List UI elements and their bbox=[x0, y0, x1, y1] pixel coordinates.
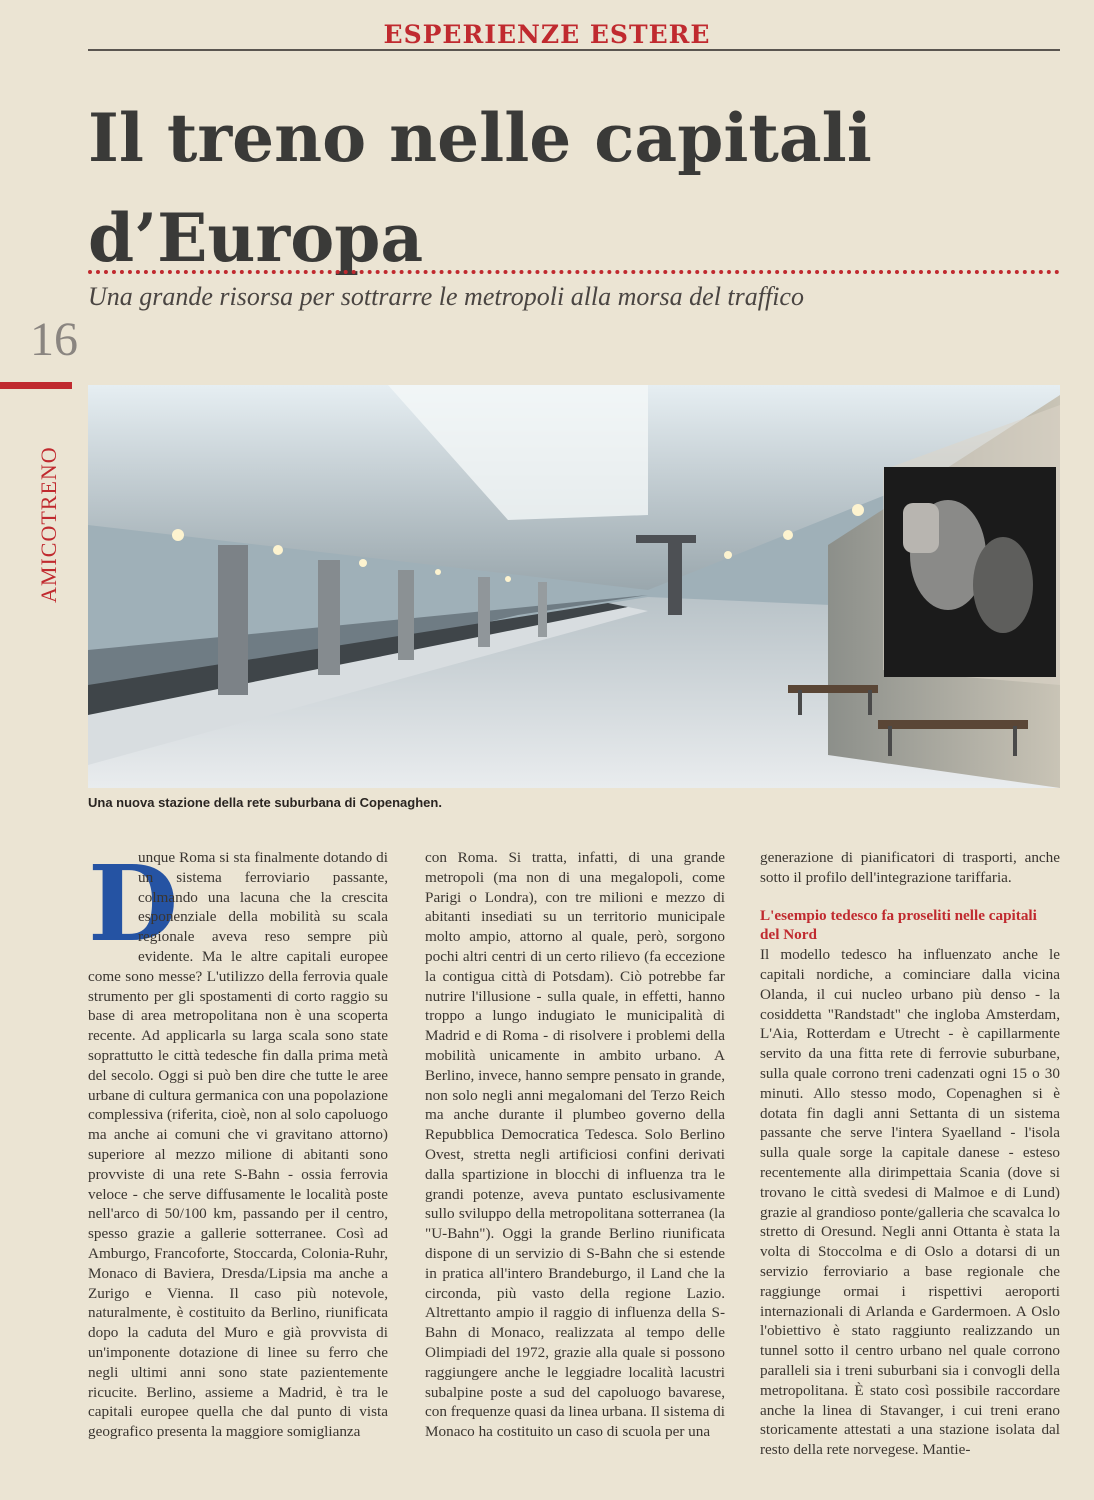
sidebar-label: AMICOTRENO bbox=[36, 446, 61, 603]
sidebar-label-wrap bbox=[36, 433, 76, 603]
drop-cap: D bbox=[88, 842, 179, 965]
dotted-divider bbox=[88, 270, 1060, 274]
sidebar-accent-bar bbox=[0, 382, 72, 389]
title-line-1: Il treno nelle capitali bbox=[88, 99, 872, 177]
photo-caption: Una nuova stazione della rete suburbana di Copenaghen. bbox=[88, 795, 442, 810]
text-column-3 bbox=[760, 848, 1060, 1460]
column-2-text: con Roma. Si tratta, infatti, di una grande metropoli (ma non di una megalopoli, come Parigi o Londra), con tre milioni e mezzo di abitanti insediati su un territorio municipale molto ampio, attorno al quale, però, sorgono pochi altri centri di un certo rilievo (fa eccezione la contigua città di Potsdam). Ciò potrebbe far nutrire l'illusione - sulla quale, in effetti, hanno troppo a lungo indugiato le municipalità di Madrid e di Roma - di risolvere i problemi della mobilità unicamente in ambito urbano. A Berlino, invece, hanno sempre pensato in grande, non solo negli anni megalomani del Terzo Reich ma anche durante il plumbeo governo della Repubblica Democratica Tedesca. Solo Berlino Ovest, stretta negli artificiosi confini derivati dalla spartizione in blocchi di influenza tra le grandi potenze, aveva puntato esclusivamente sullo sviluppo della metropolitana sotterranea (la "U-Bahn"). Oggi la grande Berlino riunificata dispone di un servizio di S-Bahn che si estende in pratica all'intero Brandeburgo, il Land che la circonda, più vasto della regione Lazio. Altrettanto ampio il raggio di influenza della S-Bahn di Monaco, realizzata al tempo delle Olimpiadi del 1972, grazie alla quale si possono raggiungere anche le leggiadre località lacustri subalpine poste a sud del capoluogo bavarese, con frequenze quasi da linea urbana. Il sistema di Monaco ha costituito un caso di scuola per una bbox=[425, 849, 725, 1441]
page-number: 16 bbox=[30, 313, 78, 366]
column-1-text: unque Roma si sta finalmente dotando di un sistema ferroviario passante, colmando una lacuna che la crescita esponenziale della mobilità su scala regionale aveva reso sempre più evidente. Ma le altre capitali europee come sono messe? L'utilizzo della ferrovia quale strumento per gli spostamenti di corto raggio su base di area metropolitana non è una scoperta recente. Ad applicarla su larga scala sono state soprattutto le città tedesche fin dalla prima metà del secolo. Oggi si può ben dire che tutte le aree urbane di cultura germanica con una popolazione complessiva (riferita, cioè, non al solo capoluogo ma anche ai comuni che vi gravitano attorno) superiore al mezzo milione di abitanti sono provviste di una rete S-Bahn - ossia ferrovia veloce - che serve diffusamente le località poste nell'arco di 50/100 km, passando per il centro, spesso grazie a gallerie sotterranee. Così ad Amburgo, Francoforte, Stoccarda, Colonia-Ruhr, Monaco di Baviera, Dresda/Lipsia ma anche a Zurigo e Vienna. Il caso più notevole, naturalmente, è costituito da Berlino, riunificata dopo la caduta del Muro e già provvista di un'imponente dotazione di linee su ferro che negli ultimi anni sono state pazientemente ricucite. Berlino, assieme a Madrid, è tra le capitali europee quella che dal punto di vista geografico presenta la maggiore somiglianza bbox=[88, 849, 388, 1441]
title-line-2: d’Europa bbox=[88, 199, 424, 277]
article-title bbox=[88, 88, 872, 288]
top-rule bbox=[88, 49, 1060, 51]
section-label: ESPERIENZE ESTERE bbox=[383, 20, 711, 49]
station-illustration bbox=[88, 385, 1060, 788]
article-subtitle: Una grande risorsa per sottrarre le metropoli alla morsa del traffico bbox=[88, 282, 804, 311]
column-3-subheading: L'esempio tedesco fa proseliti nelle capitali del Nord bbox=[760, 906, 1037, 944]
station-photo bbox=[88, 385, 1060, 788]
column-3-intro: generazione di pianificatori di trasporti, anche sotto il profilo dell'integrazione tariffaria. bbox=[760, 849, 1060, 886]
text-column-1 bbox=[88, 842, 388, 1442]
column-3-text: Il modello tedesco ha influenzato anche le capitali nordiche, a cominciare dalla vicina Olanda, il cui nucleo urbano più denso - la cosiddetta "Randstadt" che ingloba Amsterdam, L'Aia, Rotterdam e Utrecht - è capillarmente servito da una fitta rete di ferrovie suburbane, sulla quale corrono treni cadenzati ogni 15 o 30 minuti. Allo stesso modo, Copenaghen si è dotata fin dagli anni Settanta di un sistema passante che serve l'intera Syaelland - l'isola sulla quale sorge la capitale danese - esteso recentemente alla dirimpettaia Scania (dove si trovano le città svedesi di Malmoe e di Lund) grazie al grandioso ponte/galleria che scavalca lo stretto di Oresund. Negli anni Ottanta è stata la volta di Stoccolma e di Oslo a dotarsi di un servizio ferroviario a base regionale che raggiunge ormai i rispettivi aeroporti internazionali di Arlanda e Gardermoen. A Oslo l'obiettivo è stato raggiunto realizzando un tunnel sotto il centro urbano nel quale corrono paralleli sia i treni suburbani sia i convogli della metropolitana. È stato così possibile raccordare anche la linea di Stavanger, i cui treni erano storicamente attestati a una stazione isolata dal resto della rete norvegese. Mantie- bbox=[760, 946, 1060, 1459]
text-column-2 bbox=[425, 848, 725, 1442]
